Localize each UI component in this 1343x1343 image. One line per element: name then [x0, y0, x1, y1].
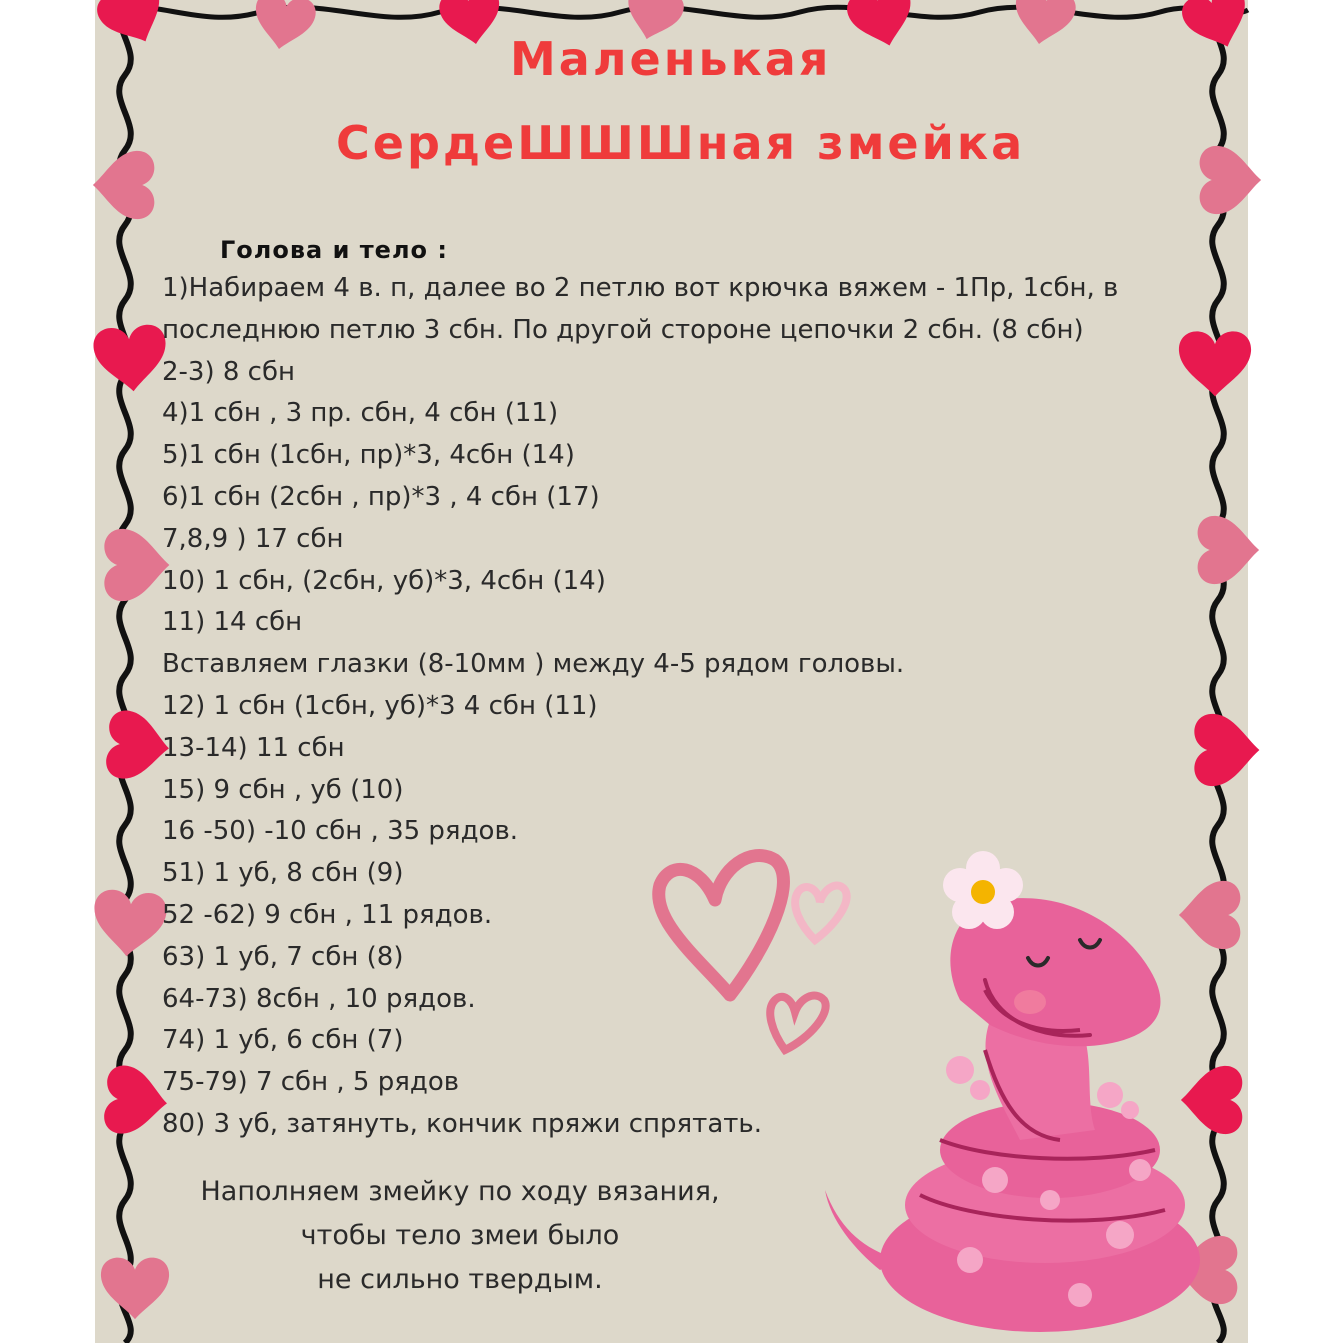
pattern-step: 75-79) 7 сбн , 5 рядов — [162, 1067, 460, 1098]
pattern-step: 5)1 сбн (1сбн, пр)*3, 4сбн (14) — [162, 440, 575, 471]
pattern-step: 63) 1 уб, 7 сбн (8) — [162, 941, 404, 972]
pattern-step: 64-73) 8сбн , 10 рядов. — [162, 983, 476, 1014]
doodle-heart-tiny-icon — [770, 996, 825, 1050]
pattern-step: Вставляем глазки (8-10мм ) между 4-5 рядом головы. — [162, 649, 905, 680]
pattern-step: 13-14) 11 сбн — [162, 732, 345, 763]
pattern-step: 16 -50) -10 сбн , 35 рядов. — [162, 816, 519, 847]
pattern-step: 11) 14 сбн — [162, 607, 303, 638]
doodle-heart-small-icon — [795, 886, 846, 940]
pattern-step: 6)1 сбн (2сбн , пр)*3 , 4 сбн (17) — [162, 481, 600, 512]
flower-icon — [943, 851, 1023, 929]
title-line-2: СердеШШШная змейка — [336, 116, 1026, 170]
section-heading: Голова и тело : — [220, 236, 448, 264]
pattern-step: 74) 1 уб, 6 сбн (7) — [162, 1025, 404, 1056]
pattern-step: 2-3) 8 сбн — [162, 356, 296, 387]
footer-line: чтобы тело змеи было — [300, 1220, 620, 1251]
pattern-step: 4)1 сбн , 3 пр. сбн, 4 сбн (11) — [162, 398, 559, 429]
pattern-step: 52 -62) 9 сбн , 11 рядов. — [162, 899, 493, 930]
pattern-step: 1)Набираем 4 в. п, далее во 2 петлю вот крючка вяжем - 1Пр, 1сбн, в — [162, 273, 1119, 303]
pattern-step: 80) 3 уб, затянуть, кончик пряжи спрятать. — [162, 1108, 762, 1139]
footer-line: не сильно твердым. — [317, 1264, 603, 1295]
pattern-step: 10) 1 сбн, (2сбн, уб)*3, 4сбн (14) — [162, 565, 606, 596]
pattern-step: 51) 1 уб, 8 сбн (9) — [162, 858, 404, 889]
footer-line: Наполняем змейку по ходу вязания, — [200, 1176, 720, 1207]
snake-icon — [825, 851, 1200, 1332]
pattern-step: 7,8,9 ) 17 сбн — [162, 523, 344, 554]
pattern-step: 12) 1 сбн (1сбн, уб)*3 4 сбн (11) — [162, 690, 598, 721]
doodle-heart-large-icon — [659, 856, 784, 995]
title-line-1: Маленькая — [510, 32, 832, 86]
pattern-step: 15) 9 сбн , уб (10) — [162, 774, 404, 805]
snake-illustration — [640, 840, 1230, 1340]
pattern-step: последнюю петлю 3 сбн. По другой стороне цепочки 2 сбн. (8 сбн) — [162, 314, 1084, 345]
